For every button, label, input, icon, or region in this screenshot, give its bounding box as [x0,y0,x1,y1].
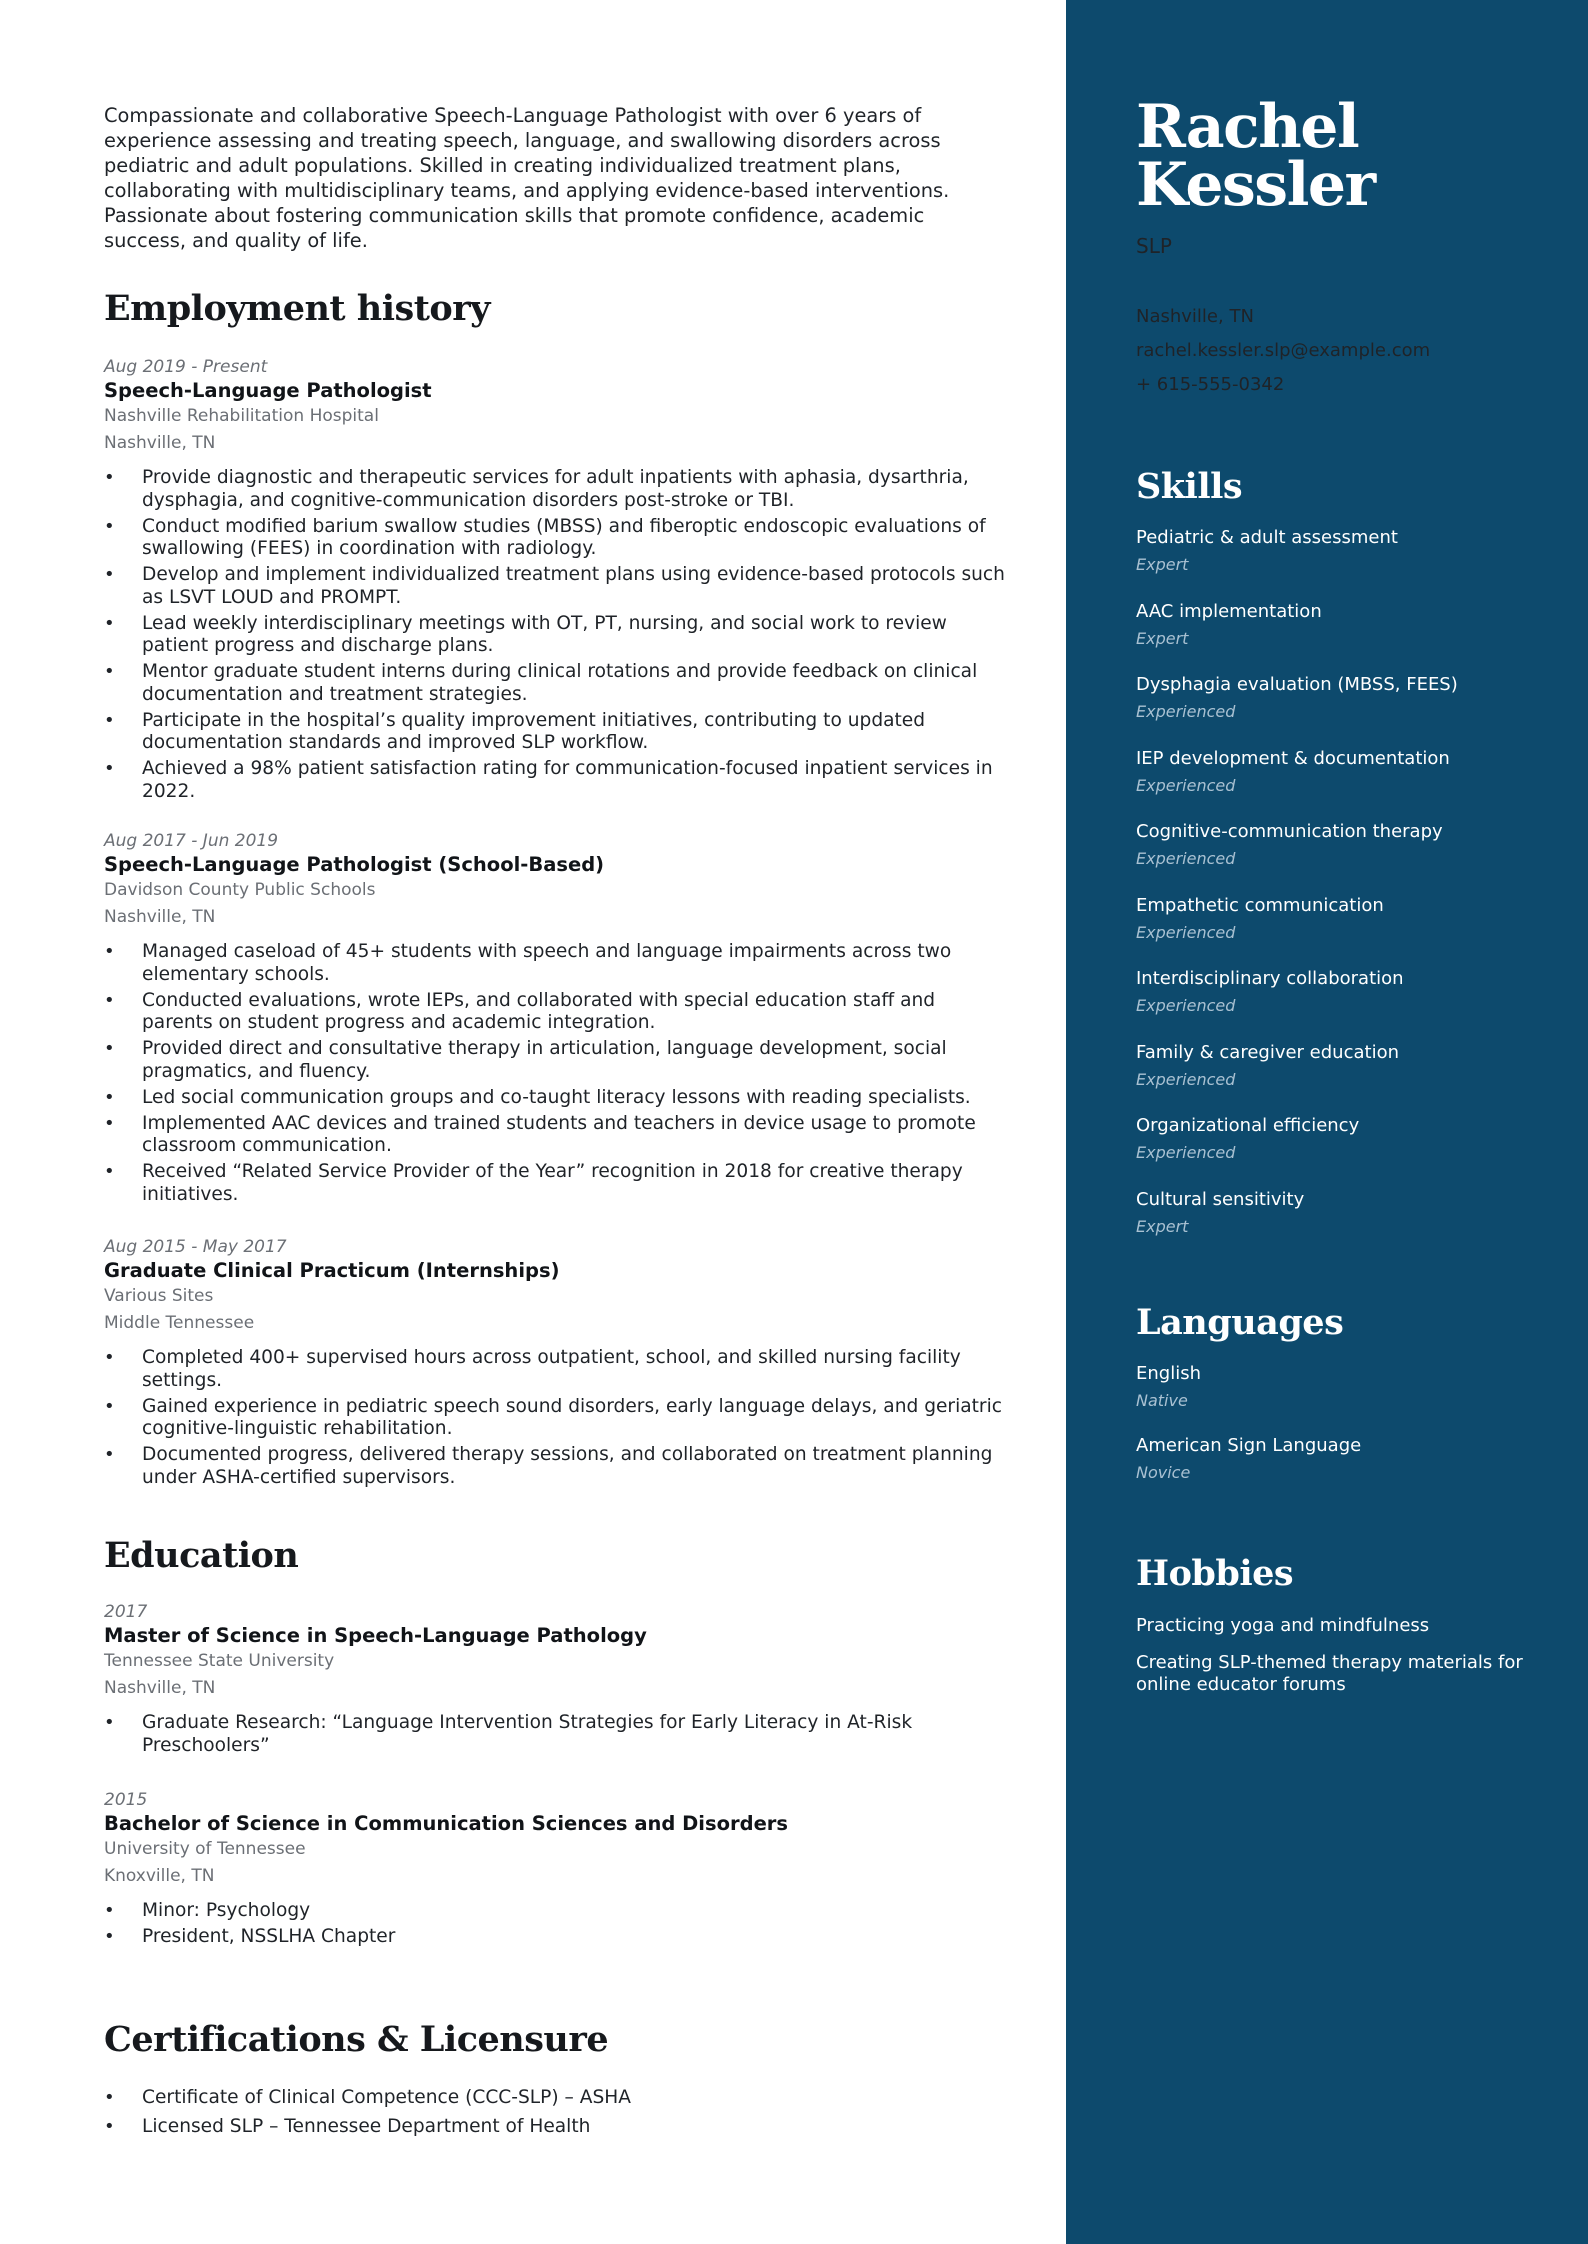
language-name: English [1136,1363,1201,1384]
skills-section [1136,466,1536,1261]
list-item: • Led social communication groups and co-taught literacy lessons with reading specialists. [104,1087,1010,1110]
skill-level: Experienced [1136,922,1236,942]
contact-location: Nashville, TN [1136,306,1254,327]
hobbies-list [1136,1615,1536,1697]
list-item: • Achieved a 98% patient satisfaction rating for communication-focused inpatient services in 2022. [104,758,1010,803]
first-name: Rachel [1136,92,1359,162]
hobbies-section-title: Hobbies [1136,1553,1294,1594]
skill-item [1136,747,1536,821]
languages-list [1136,1362,1536,1506]
school-name: Tennessee State University [104,1651,335,1671]
job-title: Speech-Language Pathologist (School-Based) [104,853,605,876]
skill-item [1136,820,1536,894]
languages-section-title: Languages [1136,1302,1344,1343]
profile-summary: Compassionate and collaborative Speech-Language Pathologist with over 6 years of experience assessing and treating speech, language, and swallowing disorders across pediatric and adult populations. Skilled in creating individualized treatment plans, collaborating with multidisciplinary teams, and applying evidence-based interventions. Passionate about fostering communication skills that promote confidence, academic success, and quality of life. [104,104,950,252]
list-item: • Provided direct and consultative therapy in articulation, language development, social pragmatics, and fluency. [104,1038,1010,1083]
list-item: • Licensed SLP – Tennessee Department of Health [104,2116,1010,2139]
certifications-list [104,2087,1010,2142]
list-item: • Documented progress, delivered therapy sessions, and collaborated on treatment planning under ASHA-certified supervisors. [104,1444,1010,1489]
list-item: • Implemented AAC devices and trained students and teachers in device usage to promote classroom communication. [104,1113,1010,1158]
skills-section-title: Skills [1136,466,1243,507]
job-bullets [104,1347,1010,1489]
school-location: Nashville, TN [104,1678,216,1698]
job-employer: Various Sites [104,1286,214,1306]
education-section-title: Education [104,1535,299,1576]
job-title: Speech-Language Pathologist [104,379,432,402]
skill-name: Dysphagia evaluation (MBSS, FEES) [1136,674,1458,695]
last-name: Kessler [1136,150,1375,220]
candidate-name [1136,92,1556,220]
list-item: • Lead weekly interdisciplinary meetings with OT, PT, nursing, and social work to review patient progress and discharge plans. [104,613,1010,658]
skill-item [1136,600,1536,674]
skill-item [1136,673,1536,747]
education-bullets [104,1712,1010,1757]
job-bullets [104,941,1010,1206]
list-item: • Managed caseload of 45+ students with speech and language impairments across two elementary schools. [104,941,1010,986]
hobby-item: Practicing yoga and mindfulness [1136,1615,1430,1636]
job-date: Aug 2015 - May 2017 [104,1237,287,1257]
job-employer: Nashville Rehabilitation Hospital [104,406,379,426]
job-location: Nashville, TN [104,433,216,453]
language-item [1136,1362,1536,1434]
job-employer: Davidson County Public Schools [104,880,376,900]
list-item: • Certificate of Clinical Competence (CCC-SLP) – ASHA [104,2087,1010,2110]
skill-name: Interdisciplinary collaboration [1136,968,1404,989]
language-level: Native [1136,1391,1188,1410]
hobby-item: Creating SLP-themed therapy materials for online educator forums [1136,1651,1523,1695]
language-level: Novice [1136,1463,1191,1482]
skill-name: AAC implementation [1136,600,1322,622]
skill-level: Expert [1136,1216,1189,1236]
list-item: • Provide diagnostic and therapeutic services for adult inpatients with aphasia, dysarthria, dysphagia, and cognitive-communication disorders post-stroke or TBI. [104,467,1010,512]
education-bullets [104,1900,1010,1949]
job-entry-3 [104,1236,1010,1493]
list-item: • Received “Related Service Provider of the Year” recognition in 2018 for creative therapy initiatives. [104,1161,1010,1206]
language-name: American Sign Language [1136,1435,1362,1456]
job-bullets [104,467,1010,803]
contact-email[interactable]: rachel.kessler.slp@example.com [1136,340,1431,361]
skill-item [1136,1041,1536,1115]
school-location: Knoxville, TN [104,1866,215,1886]
list-item: • Conduct modified barium swallow studies (MBSS) and fiberoptic endoscopic evaluations of swallowing (FEES) in coordination with radiology. [104,516,1010,561]
skills-list [1136,526,1536,1261]
skill-level: Experienced [1136,702,1236,721]
contact-details [1136,300,1430,402]
skill-level: Experienced [1136,1143,1236,1162]
education-date: 2015 [104,1790,148,1810]
skill-name: Cultural sensitivity [1136,1188,1305,1210]
skill-level: Expert [1136,628,1189,648]
job-title: Graduate Clinical Practicum (Internships) [104,1259,560,1282]
school-name: University of Tennessee [104,1839,306,1859]
skill-level: Experienced [1136,775,1236,795]
skill-level: Experienced [1136,996,1236,1015]
job-entry-2 [104,830,1010,1210]
degree-title: Master of Science in Speech-Language Pathology [104,1624,647,1647]
education-date: 2017 [104,1602,148,1622]
skill-level: Experienced [1136,1069,1236,1089]
language-item [1136,1434,1536,1506]
certifications-section-title: Certifications & Licensure [104,2019,609,2060]
skill-item [1136,1188,1536,1262]
education-entry-1 [104,1601,1010,1761]
contact-phone[interactable]: + 615-555-0342 [1136,374,1285,395]
degree-title: Bachelor of Science in Communication Sciences and Disorders [104,1812,789,1835]
education-entry-2 [104,1789,1010,1952]
job-date: Aug 2017 - Jun 2019 [104,831,279,851]
job-entry-1 [104,356,1010,807]
skill-item [1136,1114,1536,1188]
skill-item [1136,967,1536,1041]
job-location: Nashville, TN [104,907,216,927]
skill-item [1136,526,1536,600]
skill-name: Family & caregiver education [1136,1041,1399,1063]
list-item: • Conducted evaluations, wrote IEPs, and collaborated with special education staff and parents on student progress and academic integration. [104,990,1010,1035]
list-item: • Develop and implement individualized treatment plans using evidence-based protocols such as LSVT LOUD and PROMPT. [104,564,1010,609]
hobbies-section [1136,1553,1536,1711]
skill-item [1136,894,1536,968]
skill-name: Pediatric & adult assessment [1136,527,1398,548]
employment-section-title: Employment history [104,288,490,329]
job-date: Aug 2019 - Present [104,357,268,377]
list-item: • Completed 400+ supervised hours across outpatient, school, and skilled nursing facility settings. [104,1347,1010,1392]
list-item: • Gained experience in pediatric speech sound disorders, early language delays, and geriatric cognitive-linguistic rehabilitation. [104,1396,1010,1441]
list-item: • Graduate Research: “Language Intervention Strategies for Early Literacy in At-Risk Preschoolers” [104,1712,1010,1757]
list-item: • Mentor graduate student interns during clinical rotations and provide feedback on clinical documentation and treatment strategies. [104,661,1010,706]
candidate-job-title: SLP [1136,234,1172,258]
skill-name: Empathetic communication [1136,894,1384,916]
skill-level: Expert [1136,555,1189,574]
skill-name: Organizational efficiency [1136,1115,1360,1136]
job-location: Middle Tennessee [104,1313,255,1333]
skill-name: IEP development & documentation [1136,747,1450,769]
list-item: • Participate in the hospital’s quality improvement initiatives, contributing to updated documentation standards and improved SLP workflow. [104,710,1010,755]
languages-section [1136,1302,1536,1506]
skill-level: Experienced [1136,849,1236,868]
list-item: • President, NSSLHA Chapter [104,1926,1010,1949]
skill-name: Cognitive-communication therapy [1136,821,1443,842]
list-item: • Minor: Psychology [104,1900,1010,1923]
